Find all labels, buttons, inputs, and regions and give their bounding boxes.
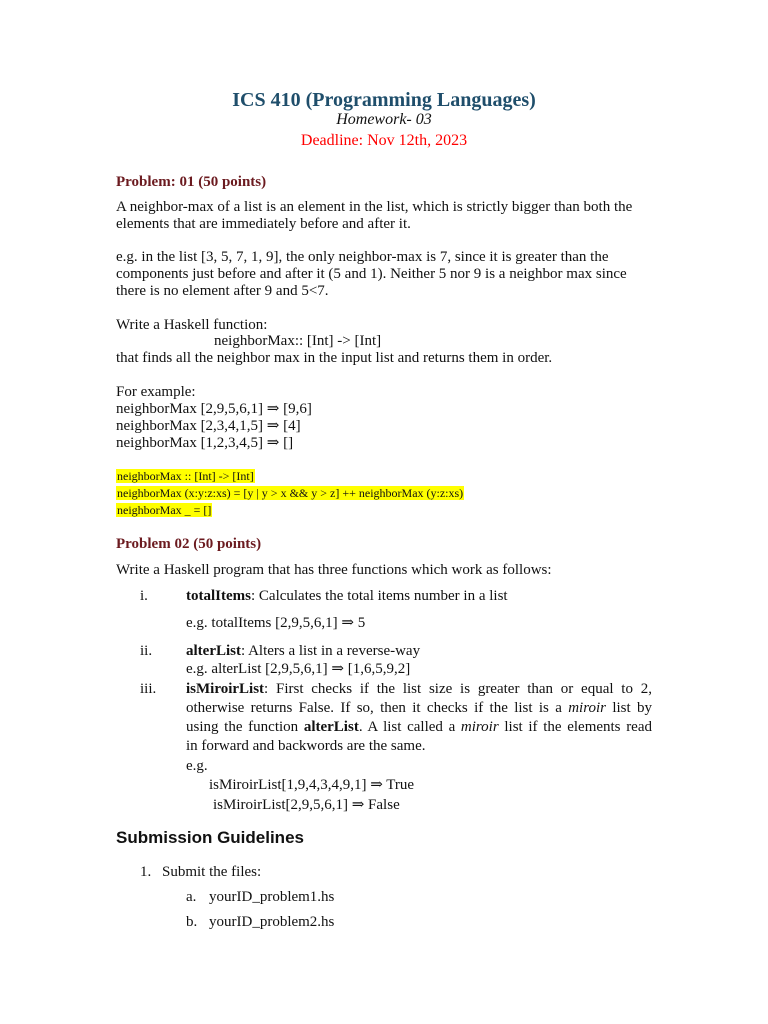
solution-line: neighborMax _ = [] (117, 503, 212, 517)
file-name: yourID_problem2.hs (209, 914, 335, 930)
emphasis-term: miroir (568, 700, 606, 716)
example-label: For example: (116, 384, 196, 400)
list-item-totalitems (186, 588, 508, 605)
file-letter: b. (186, 914, 198, 930)
problem2-heading: Problem 02 (50 points) (116, 536, 262, 552)
solution-line: neighborMax (x:y:z:xs) = [y | y > x && y > z] ++ neighborMax (y:z:xs) (117, 486, 464, 500)
highlighted-solution (116, 468, 464, 519)
item-example: isMiroirList[2,9,5,6,1] ⇒ False (213, 797, 400, 813)
list-item-ismiroirlist (186, 681, 652, 698)
step-number: 1. (140, 864, 152, 880)
problem1-intro-line: elements that are immediately before and after it. (116, 216, 411, 232)
problem1-example-line: components just before and after it (5 and 1). Neither 5 nor 9 is a neighbor max since (116, 266, 627, 282)
description-text: list by (606, 700, 652, 716)
deadline-text: Deadline: Nov 12th, 2023 (300, 132, 468, 149)
problem1-write-line: Write a Haskell function: (116, 317, 268, 333)
example-item: neighborMax [2,3,4,1,5] ⇒ [4] (116, 418, 301, 434)
problem2-intro: Write a Haskell program that has three functions which work as follows: (116, 562, 552, 578)
example-item: neighborMax [2,9,5,6,1] ⇒ [9,6] (116, 401, 312, 417)
function-name: isMiroirList (186, 681, 265, 697)
item-example: e.g. totalItems [2,9,5,6,1] ⇒ 5 (186, 615, 366, 631)
step-text: Submit the files: (162, 864, 262, 880)
function-name: alterList (303, 719, 359, 735)
item-example: e.g. alterList [2,9,5,6,1] ⇒ [1,6,5,9,2] (186, 661, 411, 677)
file-letter: a. (186, 889, 197, 905)
function-name: alterList (186, 643, 241, 659)
emphasis-term: miroir (460, 719, 499, 735)
item-example: isMiroirList[1,9,4,3,4,9,1] ⇒ True (209, 777, 415, 793)
description-text: using the function (186, 719, 304, 735)
homework-subtitle: Homework- 03 (336, 111, 432, 128)
submission-heading: Submission Guidelines (116, 828, 304, 847)
eg-label: e.g. (186, 758, 208, 774)
function-description: : Calculates the total items number in a list (250, 588, 508, 604)
file-name: yourID_problem1.hs (209, 889, 335, 905)
document-title: ICS 410 (Programming Languages) (232, 89, 536, 111)
description-text: list if the elements read (498, 719, 653, 735)
list-item-alterlist (186, 643, 420, 660)
item-description-line (186, 700, 652, 717)
example-item: neighborMax [1,2,3,4,5] ⇒ [] (116, 435, 294, 451)
item-description-line (186, 719, 652, 736)
description-text: otherwise returns False. If so, then it checks if the list is a (186, 700, 569, 716)
list-numeral: iii. (140, 681, 157, 697)
list-numeral: ii. (140, 643, 153, 659)
function-signature: neighborMax:: [Int] -> [Int] (214, 333, 382, 349)
problem1-returns-line: that finds all the neighbor max in the input list and returns them in order. (116, 350, 553, 366)
problem1-example-line: e.g. in the list [3, 5, 7, 1, 9], the only neighbor-max is 7, since it is greater than the (116, 249, 609, 265)
function-description: : First checks if the list size is greater than or equal to 2, (264, 681, 652, 697)
description-text: . A list called a (358, 719, 461, 735)
item-description-line: in forward and backwords are the same. (186, 738, 426, 754)
list-numeral: i. (140, 588, 148, 604)
problem1-example-line: there is no element after 9 and 5<7. (116, 283, 329, 299)
solution-line: neighborMax :: [Int] -> [Int] (117, 469, 254, 483)
function-description: : Alters a list in a reverse-way (240, 643, 421, 659)
function-name: totalItems (186, 588, 251, 604)
problem1-intro-line: A neighbor-max of a list is an element in the list, which is strictly bigger than both the (116, 199, 633, 215)
problem1-heading: Problem: 01 (50 points) (116, 174, 267, 190)
